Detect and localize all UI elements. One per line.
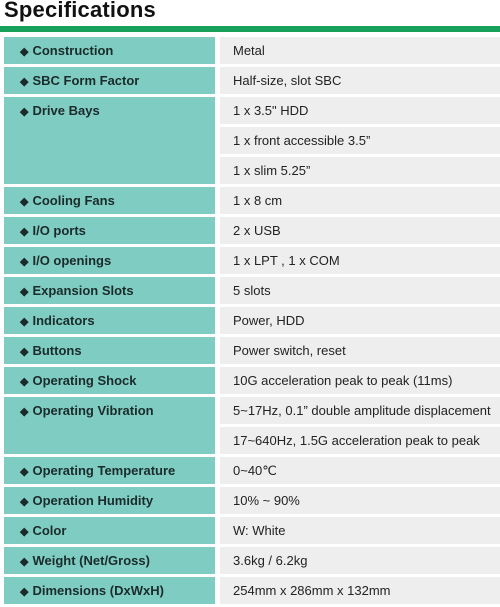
diamond-bullet-icon: ◆ xyxy=(20,76,29,88)
diamond-bullet-icon: ◆ xyxy=(20,586,29,598)
spec-row xyxy=(4,97,500,184)
spec-values xyxy=(220,547,500,574)
spec-values xyxy=(220,397,500,454)
spec-label-text: Construction xyxy=(32,43,114,58)
diamond-bullet-icon: ◆ xyxy=(20,346,29,358)
spec-label-text: Expansion Slots xyxy=(32,283,134,298)
diamond-bullet-icon: ◆ xyxy=(20,406,29,418)
spec-label-text: Dimensions (DxWxH) xyxy=(32,583,164,598)
spec-label xyxy=(4,457,215,484)
spec-value: 254mm x 286mm x 132mm xyxy=(220,577,500,604)
spec-values xyxy=(220,67,500,94)
spec-label xyxy=(4,67,215,94)
spec-values xyxy=(220,277,500,304)
spec-label-text: Indicators xyxy=(32,313,95,328)
diamond-bullet-icon: ◆ xyxy=(20,496,29,508)
spec-value: 3.6kg / 6.2kg xyxy=(220,547,500,574)
spec-row xyxy=(4,247,500,274)
spec-value: 2 x USB xyxy=(220,217,500,244)
spec-row xyxy=(4,337,500,364)
spec-label-text: I/O ports xyxy=(32,223,86,238)
spec-row xyxy=(4,547,500,574)
diamond-bullet-icon: ◆ xyxy=(20,256,29,268)
spec-value: 1 x front accessible 3.5” xyxy=(220,127,500,154)
spec-label-text: Buttons xyxy=(32,343,82,358)
spec-value: Metal xyxy=(220,37,500,64)
spec-row xyxy=(4,367,500,394)
spec-value: 5 slots xyxy=(220,277,500,304)
spec-values xyxy=(220,457,500,484)
spec-label xyxy=(4,517,215,544)
spec-value: 1 x LPT , 1 x COM xyxy=(220,247,500,274)
spec-label-text: Drive Bays xyxy=(32,103,100,118)
spec-values xyxy=(220,217,500,244)
spec-value: Half-size, slot SBC xyxy=(220,67,500,94)
diamond-bullet-icon: ◆ xyxy=(20,556,29,568)
spec-value: 5~17Hz, 0.1” double amplitude displacement xyxy=(220,397,500,424)
title-underline xyxy=(0,26,500,32)
spec-values xyxy=(220,37,500,64)
spec-row xyxy=(4,517,500,544)
spec-row xyxy=(4,187,500,214)
spec-row xyxy=(4,307,500,334)
page-title: Specifications xyxy=(4,0,156,22)
diamond-bullet-icon: ◆ xyxy=(20,466,29,478)
spec-label-text: SBC Form Factor xyxy=(32,73,140,88)
spec-value: W: White xyxy=(220,517,500,544)
spec-label xyxy=(4,277,215,304)
spec-label xyxy=(4,547,215,574)
spec-label-text: Operating Temperature xyxy=(32,463,176,478)
spec-value: 17~640Hz, 1.5G acceleration peak to peak xyxy=(220,427,500,454)
spec-label-text: Operating Vibration xyxy=(32,403,154,418)
spec-label xyxy=(4,307,215,334)
diamond-bullet-icon: ◆ xyxy=(20,106,29,118)
spec-value: 1 x 8 cm xyxy=(220,187,500,214)
spec-label xyxy=(4,247,215,274)
spec-label-text: Color xyxy=(32,523,67,538)
spec-label-text: Weight (Net/Gross) xyxy=(32,553,150,568)
spec-label-text: Cooling Fans xyxy=(32,193,115,208)
spec-values xyxy=(220,247,500,274)
spec-label-text: Operation Humidity xyxy=(32,493,154,508)
spec-label-text: Operating Shock xyxy=(32,373,137,388)
diamond-bullet-icon: ◆ xyxy=(20,376,29,388)
spec-label xyxy=(4,487,215,514)
spec-value: 1 x 3.5" HDD xyxy=(220,97,500,124)
spec-label-text: I/O openings xyxy=(32,253,112,268)
spec-label xyxy=(4,187,215,214)
diamond-bullet-icon: ◆ xyxy=(20,226,29,238)
diamond-bullet-icon: ◆ xyxy=(20,316,29,328)
spec-row xyxy=(4,577,500,604)
spec-values xyxy=(220,187,500,214)
spec-values xyxy=(220,97,500,184)
spec-row xyxy=(4,277,500,304)
spec-row xyxy=(4,37,500,64)
spec-label xyxy=(4,37,215,64)
spec-values xyxy=(220,337,500,364)
spec-table xyxy=(4,37,500,607)
spec-row xyxy=(4,67,500,94)
spec-values xyxy=(220,307,500,334)
spec-values xyxy=(220,487,500,514)
spec-label xyxy=(4,397,215,454)
diamond-bullet-icon: ◆ xyxy=(20,196,29,208)
spec-values xyxy=(220,517,500,544)
spec-label xyxy=(4,337,215,364)
spec-row xyxy=(4,397,500,454)
diamond-bullet-icon: ◆ xyxy=(20,286,29,298)
spec-value: 0~40℃ xyxy=(220,457,500,484)
spec-value: Power, HDD xyxy=(220,307,500,334)
diamond-bullet-icon: ◆ xyxy=(20,46,29,58)
spec-row xyxy=(4,457,500,484)
spec-label xyxy=(4,217,215,244)
spec-row xyxy=(4,487,500,514)
diamond-bullet-icon: ◆ xyxy=(20,526,29,538)
spec-value: 1 x slim 5.25” xyxy=(220,157,500,184)
spec-values xyxy=(220,367,500,394)
spec-label xyxy=(4,577,215,604)
spec-label xyxy=(4,97,215,184)
spec-value: Power switch, reset xyxy=(220,337,500,364)
spec-value: 10% ~ 90% xyxy=(220,487,500,514)
spec-row xyxy=(4,217,500,244)
spec-values xyxy=(220,577,500,604)
spec-value: 10G acceleration peak to peak (11ms) xyxy=(220,367,500,394)
spec-label xyxy=(4,367,215,394)
